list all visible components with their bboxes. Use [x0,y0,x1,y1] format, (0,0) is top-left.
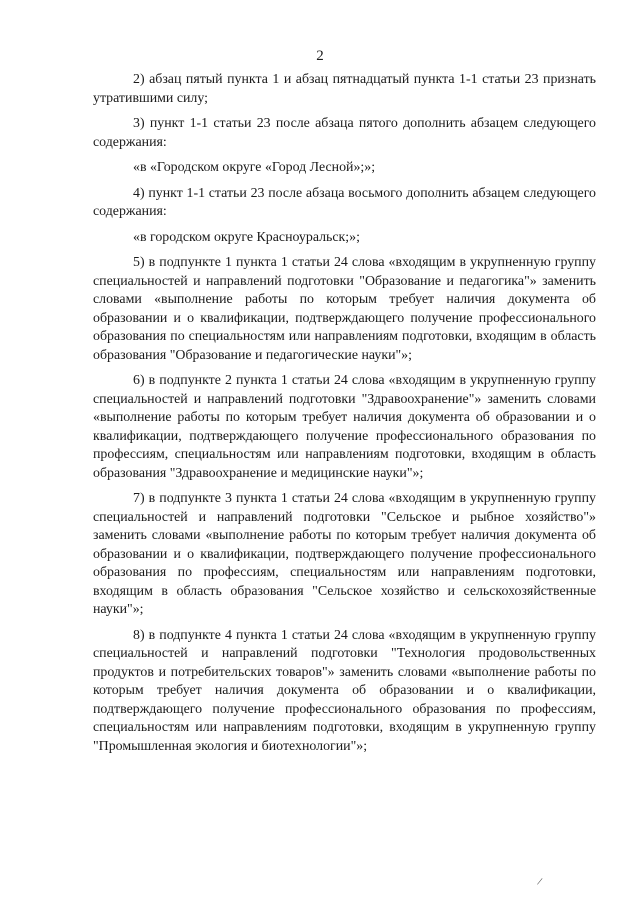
paragraph-item-3: 3) пункт 1-1 статьи 23 после абзаца пятого дополнить абзацем следующего содержания: [93,116,596,150]
paragraph-insert-lesnoy: «в «Городском округе «Город Лесной»;»; [133,160,376,175]
paragraph-insert-krasnouralsk: «в городском округе Красноуральск;»; [133,229,360,245]
page-number: 2 [316,48,324,64]
paragraph-item-4: 4) пункт 1-1 статьи 23 после абзаца восьмого дополнить абзацем следующего содержания: [93,185,596,219]
document-body [93,71,596,756]
paragraph-item-6: 6) в подпункте 2 пункта 1 статьи 24 слова «входящим в укрупненную группу специальностей и направлений подготовки "Здравоохранение"» заменить словами «выполнение работы по которым требует наличия документа об образовании и о квалификации, подтверждающего получение профессионального образования по профессиям, специальностям или направлениям подготовки, входящим в область образования "Здравоохранение и медицинские науки"»; [93,373,596,481]
paragraph-item-5: 5) в подпункте 1 пункта 1 статьи 24 слова «входящим в укрупненную группу специальностей и направлений подготовки "Образование и педагогика"» заменить словами «выполнение работы по которым требует наличия документа об образовании и о квалификации, подтверждающего получение профессионального образования по специальностям или направлениям подготовки, входящим в область образования "Образование и педагогические науки"»; [93,255,596,363]
scan-mark: / [536,875,544,889]
paragraph-item-2: 2) абзац пятый пункта 1 и абзац пятнадцатый пункта 1-1 статьи 23 признать утратившими силу; [93,72,596,106]
paragraph-item-8: 8) в подпункте 4 пункта 1 статьи 24 слова «входящим в укрупненную группу специальностей и направлений подготовки "Технология продовольственных продуктов и потребительских товаров"» заменить словами «выполнение работы по которым требует наличия документа об образовании и о квалификации, подтверждающего получение профессионального образования по профессиям, специальностям или направлениям подготовки, входящим в укрупненную группу "Промышленная экология и биотехнологии"»; [93,627,596,754]
paragraph-item-7: 7) в подпункте 3 пункта 1 статьи 24 слова «входящим в укрупненную группу специальностей и направлений подготовки "Сельское и рыбное хозяйство"» заменить словами «выполнение работы по которым требует наличия документа об образовании и о квалификации, подтверждающего получение профессионального образования по профессиям, специальностям или направлениям подготовки, входящим в область образования "Сельское хозяйство и сельскохозяйственные науки"»; [93,491,596,617]
